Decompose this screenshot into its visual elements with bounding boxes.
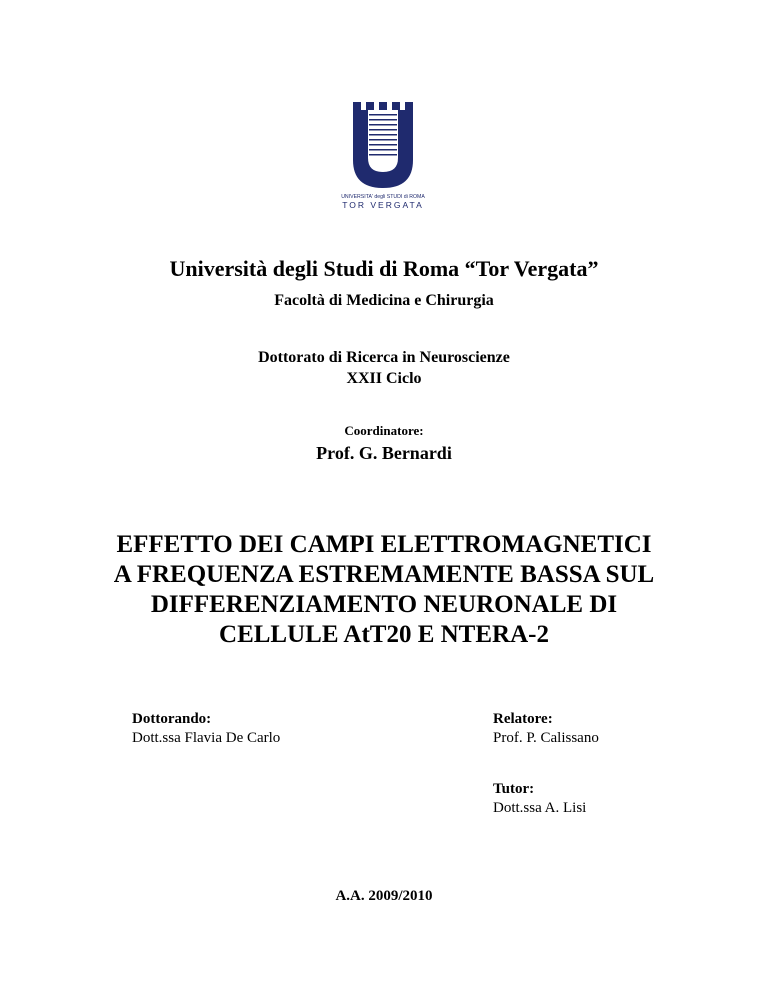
academic-year: A.A. 2009/2010 — [335, 888, 433, 904]
thesis-title-line: DIFFERENZIAMENTO NEURONALE DI — [150, 591, 618, 618]
student-block — [132, 710, 280, 748]
tutor-block — [493, 780, 586, 818]
logo-text-line1: UNIVERSITA' degli STUDI di ROMA — [341, 194, 425, 200]
advisor-block — [493, 710, 599, 748]
coordinator-name: Prof. G. Bernardi — [316, 443, 452, 463]
coordinator-label: Coordinatore: — [344, 423, 424, 438]
thesis-title-line: CELLULE AtT20 E NTERA-2 — [219, 621, 549, 648]
thesis-title — [0, 530, 768, 650]
tutor-label: Tutor: — [493, 781, 535, 797]
logo-text-line2: TOR VERGATA — [342, 200, 424, 210]
student-name: Dott.ssa Flavia De Carlo — [132, 730, 281, 746]
university-logo — [333, 100, 435, 212]
advisor-label: Relatore: — [493, 711, 553, 727]
faculty-name: Facoltà di Medicina e Chirurgia — [274, 292, 494, 309]
thesis-title-line: EFFETTO DEI CAMPI ELETTROMAGNETICI — [116, 531, 652, 558]
thesis-title-line: A FREQUENZA ESTREMAMENTE BASSA SUL — [113, 561, 655, 588]
student-label: Dottorando: — [132, 711, 212, 727]
doctorate-cycle: XXII Ciclo — [346, 370, 422, 387]
tor-vergata-logo-icon — [333, 100, 435, 212]
doctorate-program: Dottorato di Ricerca in Neuroscienze — [258, 349, 510, 366]
tutor-name: Dott.ssa A. Lisi — [493, 800, 587, 816]
advisor-name: Prof. P. Calissano — [493, 730, 599, 746]
university-name: Università degli Studi di Roma “Tor Vergata” — [169, 256, 599, 281]
